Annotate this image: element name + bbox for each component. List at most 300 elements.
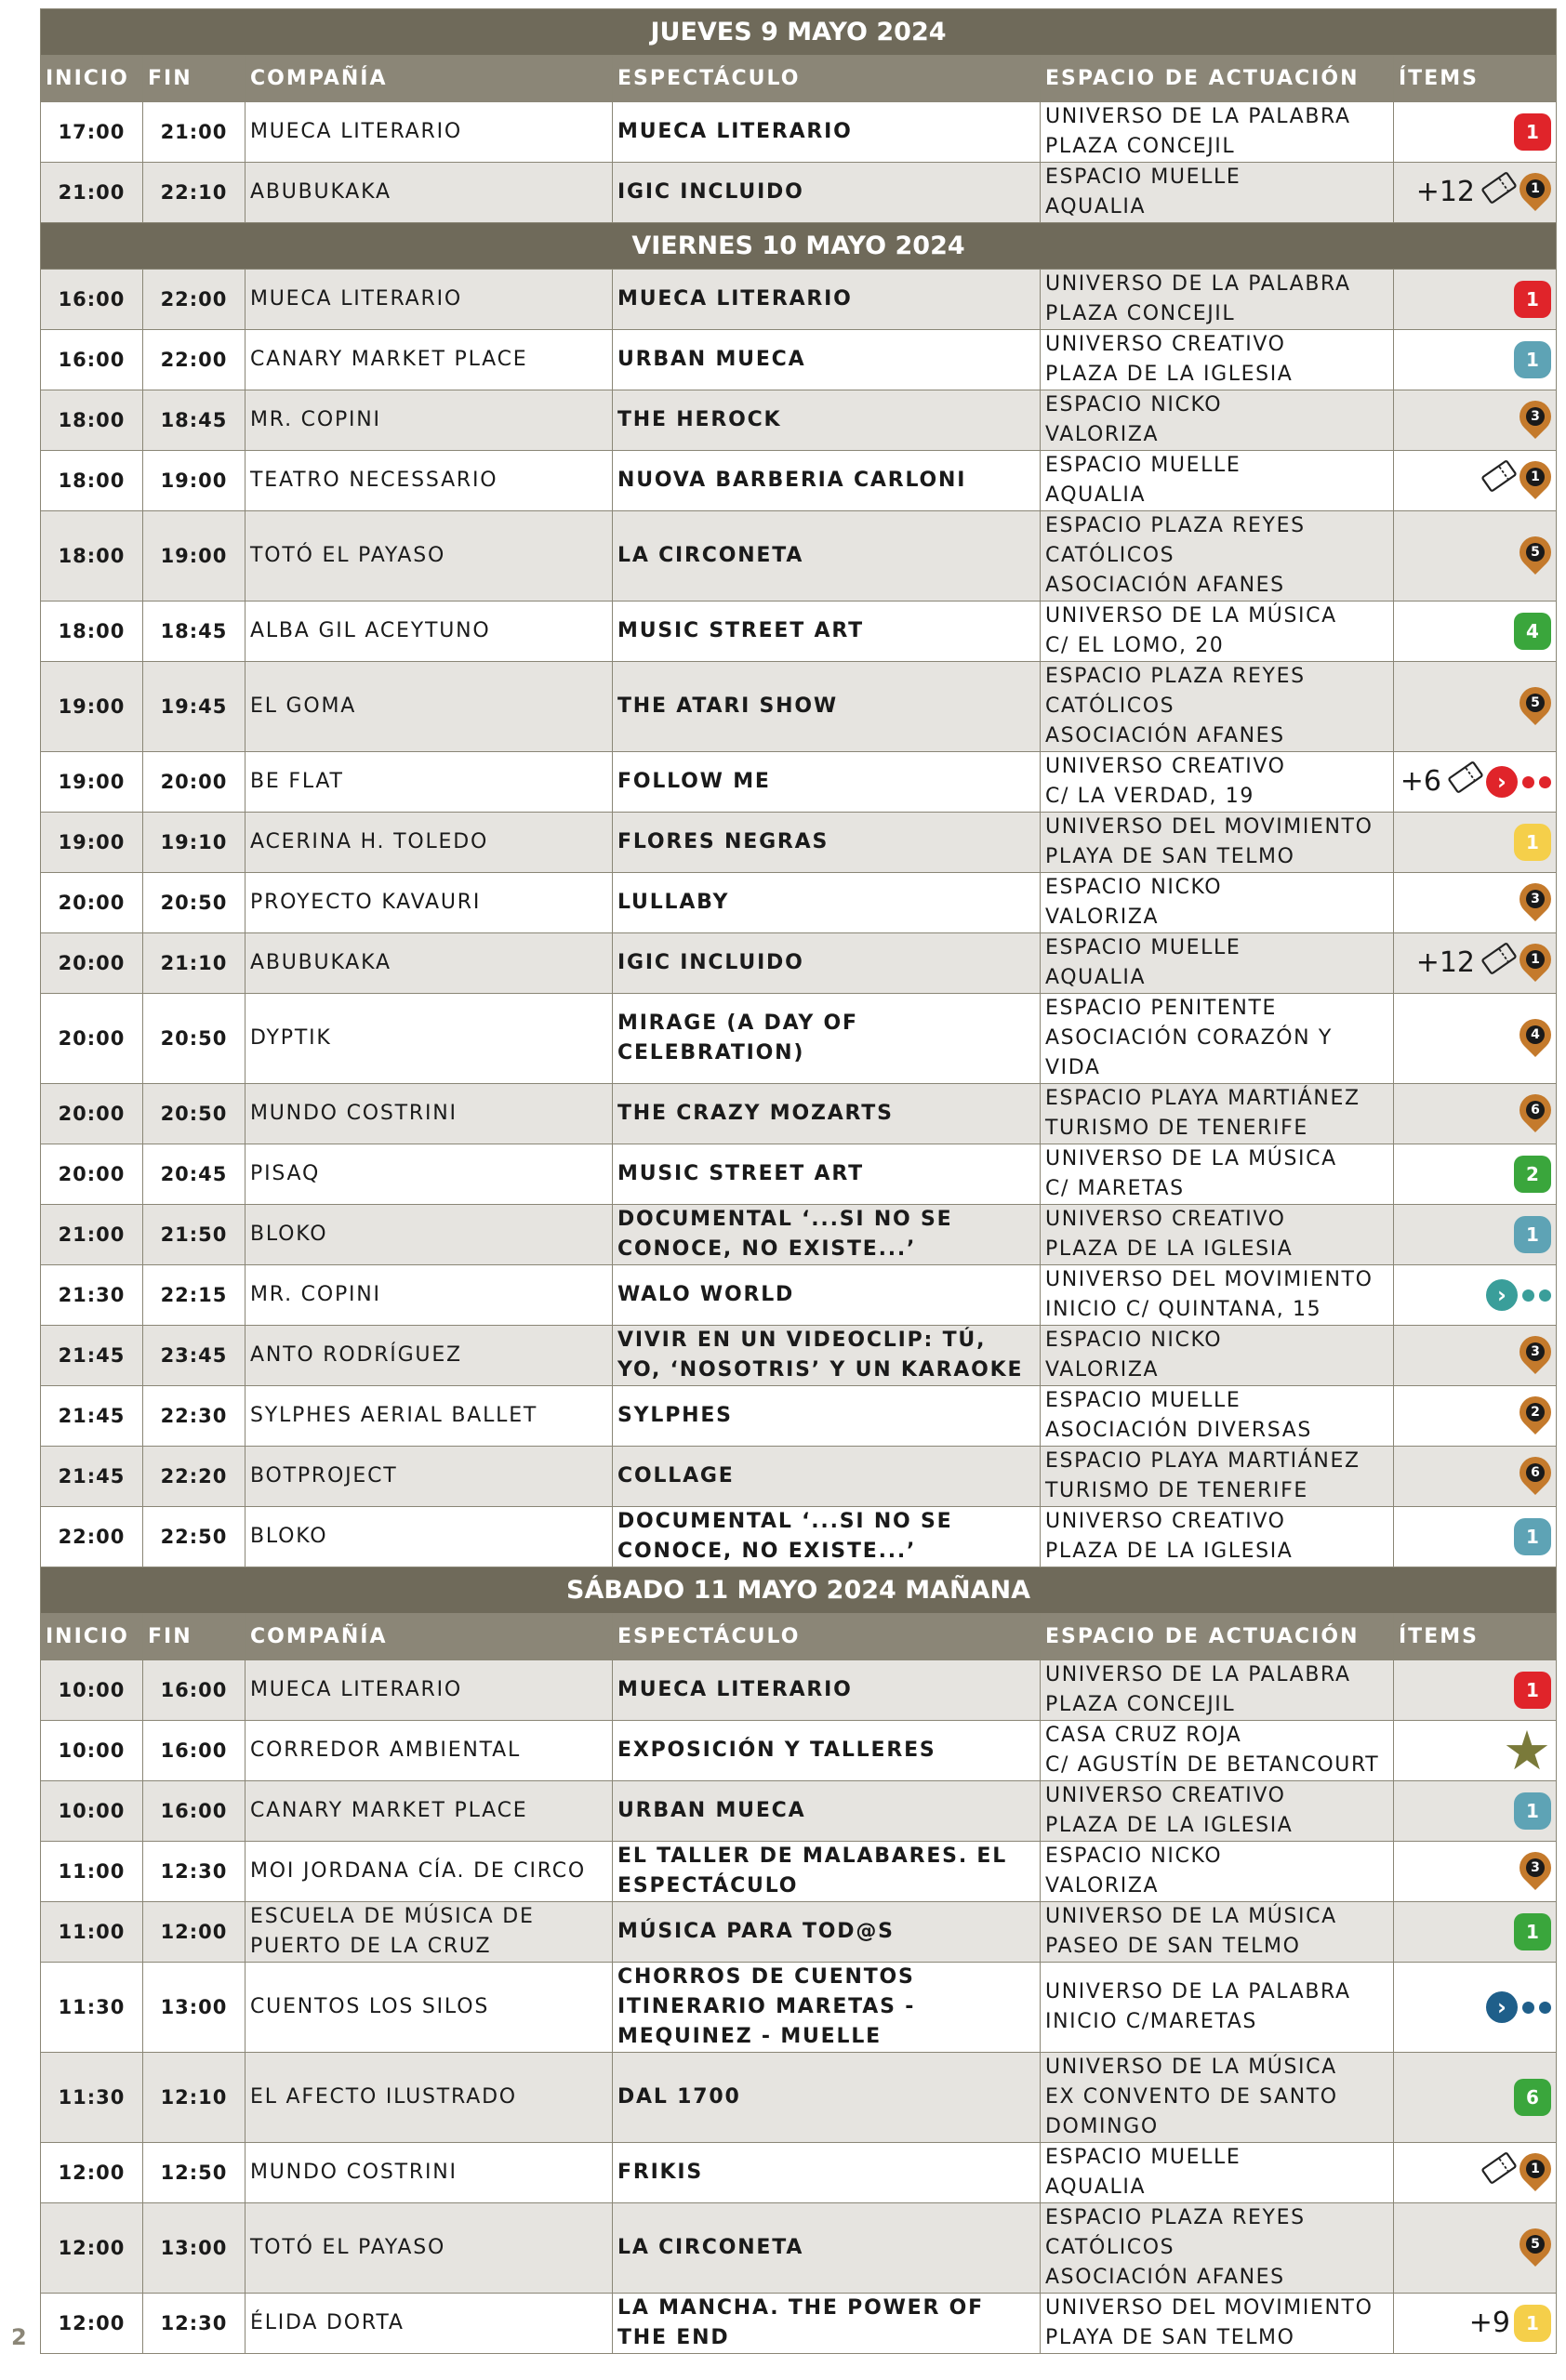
- items-cell: [1394, 2203, 1557, 2294]
- start-time: 16:00: [41, 330, 143, 390]
- venue-cell: [1041, 662, 1394, 752]
- company-name: MUNDO COSTRINI: [246, 2143, 613, 2203]
- location-pin-icon: [1513, 1012, 1557, 1057]
- end-time: 12:50: [143, 2143, 246, 2203]
- location-pin-icon: [1513, 2222, 1557, 2267]
- show-title: EL TALLER DE MALABARES. EL ESPECTÁCULO: [613, 1842, 1041, 1902]
- end-time: 18:45: [143, 602, 246, 662]
- end-time: 16:00: [143, 1721, 246, 1781]
- location-pin-icon: [1513, 1845, 1557, 1890]
- items-cell: [1394, 163, 1557, 223]
- event-row: [41, 390, 1557, 451]
- venue-name: UNIVERSO DEL MOVIMIENTO: [1045, 1268, 1374, 1291]
- end-time: 13:00: [143, 1963, 246, 2053]
- items-cell: [1394, 1265, 1557, 1326]
- items-cell: [1394, 602, 1557, 662]
- end-time: 12:30: [143, 2294, 246, 2354]
- end-time: 19:10: [143, 813, 246, 873]
- end-time: 19:00: [143, 511, 246, 602]
- venue-cell: [1041, 1326, 1394, 1386]
- venue-cell: [1041, 873, 1394, 933]
- items-cell: [1394, 1386, 1557, 1447]
- start-time: 12:00: [41, 2203, 143, 2294]
- hexagon-badge-icon: 1: [1514, 1792, 1551, 1830]
- end-time: 20:45: [143, 1144, 246, 1205]
- route-dot-icon: [1539, 2002, 1551, 2014]
- company-name: DYPTIK: [246, 994, 613, 1084]
- itinerary-route-icon: [1486, 766, 1551, 798]
- show-title: LA CIRCONETA: [613, 2203, 1041, 2294]
- end-time: 22:00: [143, 330, 246, 390]
- venue-cell: [1041, 1842, 1394, 1902]
- venue-sponsor: ASOCIACIÓN AFANES: [1045, 724, 1285, 747]
- show-title: DOCUMENTAL ‘...SI NO SE CONOCE, NO EXISTE...’: [613, 1507, 1041, 1567]
- extra-count: +9: [1468, 2307, 1510, 2339]
- end-time: 12:30: [143, 1842, 246, 1902]
- event-row: [41, 933, 1557, 994]
- header-end: FIN: [143, 1614, 246, 1660]
- company-name: MR. COPINI: [246, 1265, 613, 1326]
- end-time: 12:00: [143, 1902, 246, 1963]
- venue-name: UNIVERSO CREATIVO: [1045, 1784, 1286, 1807]
- extra-count: +6: [1400, 765, 1441, 798]
- show-title: COLLAGE: [613, 1447, 1041, 1507]
- show-title: MUSIC STREET ART: [613, 1144, 1041, 1205]
- venue-cell: [1041, 451, 1394, 511]
- pin-number: 3: [1526, 407, 1545, 426]
- venue-cell: [1041, 602, 1394, 662]
- day-title: VIERNES 10 MAYO 2024: [41, 223, 1557, 270]
- header-show: ESPECTÁCULO: [613, 1614, 1041, 1660]
- pin-number: 1: [1526, 468, 1545, 486]
- items-cell: [1394, 270, 1557, 330]
- location-pin-icon: [1513, 1390, 1557, 1435]
- venue-name: UNIVERSO DE LA PALABRA: [1045, 272, 1351, 296]
- venue-name: ESPACIO PLAYA MARTIÁNEZ: [1045, 1449, 1360, 1473]
- venue-sponsor: VALORIZA: [1045, 423, 1160, 446]
- venue-sponsor: PLAZA DE LA IGLESIA: [1045, 363, 1294, 386]
- company-name: MOI JORDANA CÍA. DE CIRCO: [246, 1842, 613, 1902]
- start-time: 10:00: [41, 1660, 143, 1721]
- event-row: [41, 270, 1557, 330]
- event-row: [41, 1781, 1557, 1842]
- venue-sponsor: VALORIZA: [1045, 906, 1160, 929]
- start-time: 20:00: [41, 994, 143, 1084]
- venue-sponsor: AQUALIA: [1045, 966, 1147, 989]
- company-name: ÉLIDA DORTA: [246, 2294, 613, 2354]
- end-time: 22:15: [143, 1265, 246, 1326]
- event-row: [41, 2143, 1557, 2203]
- venue-sponsor: TURISMO DE TENERIFE: [1045, 1117, 1308, 1140]
- show-title: WALO WORLD: [613, 1265, 1041, 1326]
- start-time: 16:00: [41, 270, 143, 330]
- company-name: CUENTOS LOS SILOS: [246, 1963, 613, 2053]
- company-name: BOTPROJECT: [246, 1447, 613, 1507]
- event-row: [41, 662, 1557, 752]
- extra-count: +12: [1415, 176, 1475, 208]
- hexagon-badge-icon: 1: [1514, 1518, 1551, 1555]
- venue-sponsor: PLAZA CONCEJIL: [1045, 135, 1236, 158]
- venue-sponsor: EX CONVENTO DE SANTO DOMINGO: [1045, 2085, 1338, 2138]
- show-title: EXPOSICIÓN Y TALLERES: [613, 1721, 1041, 1781]
- start-time: 10:00: [41, 1781, 143, 1842]
- event-row: [41, 602, 1557, 662]
- venue-name: UNIVERSO DE LA MÚSICA: [1045, 1905, 1337, 1928]
- venue-cell: [1041, 1144, 1394, 1205]
- venue-cell: [1041, 270, 1394, 330]
- company-name: MUECA LITERARIO: [246, 1660, 613, 1721]
- venue-cell: [1041, 1205, 1394, 1265]
- end-time: 22:50: [143, 1507, 246, 1567]
- show-title: MUECA LITERARIO: [613, 1660, 1041, 1721]
- location-pin-icon: [1513, 1450, 1557, 1495]
- venue-sponsor: ASOCIACIÓN CORAZÓN Y VIDA: [1045, 1026, 1333, 1079]
- venue-sponsor: INICIO C/ QUINTANA, 15: [1045, 1298, 1322, 1321]
- venue-cell: [1041, 163, 1394, 223]
- route-dot-icon: [1539, 776, 1551, 788]
- items-cell: [1394, 1902, 1557, 1963]
- end-time: 20:50: [143, 994, 246, 1084]
- show-title: LA MANCHA. THE POWER OF THE END: [613, 2294, 1041, 2354]
- header-company: COMPAÑÍA: [246, 1614, 613, 1660]
- show-title: LULLABY: [613, 873, 1041, 933]
- show-title: VIVIR EN UN VIDEOCLIP: TÚ, YO, ‘NOSOTRIS’ Y UN KARAOKE: [613, 1326, 1041, 1386]
- items-cell: [1394, 330, 1557, 390]
- venue-name: ESPACIO PLAYA MARTIÁNEZ: [1045, 1087, 1360, 1110]
- start-time: 19:00: [41, 813, 143, 873]
- event-row: [41, 1205, 1557, 1265]
- start-time: 18:00: [41, 602, 143, 662]
- venue-name: UNIVERSO CREATIVO: [1045, 333, 1286, 356]
- venue-cell: [1041, 1781, 1394, 1842]
- start-time: 21:00: [41, 1205, 143, 1265]
- location-pin-icon: [1513, 681, 1557, 725]
- items-cell: [1394, 1144, 1557, 1205]
- venue-cell: [1041, 2143, 1394, 2203]
- ticket-icon: [1479, 938, 1520, 988]
- venue-name: ESPACIO MUELLE: [1045, 454, 1241, 477]
- pin-number: 2: [1526, 1403, 1545, 1421]
- header-venue: ESPACIO DE ACTUACIÓN: [1041, 56, 1394, 102]
- venue-cell: [1041, 1507, 1394, 1567]
- end-time: 20:50: [143, 1084, 246, 1144]
- schedule-table: [40, 8, 1557, 2354]
- start-time: 12:00: [41, 2294, 143, 2354]
- venue-name: UNIVERSO CREATIVO: [1045, 1208, 1286, 1231]
- company-name: MUECA LITERARIO: [246, 102, 613, 163]
- venue-sponsor: VALORIZA: [1045, 1358, 1160, 1382]
- event-row: [41, 1386, 1557, 1447]
- start-time: 12:00: [41, 2143, 143, 2203]
- venue-name: UNIVERSO CREATIVO: [1045, 755, 1286, 778]
- pin-number: 1: [1526, 2160, 1545, 2178]
- company-name: MUECA LITERARIO: [246, 270, 613, 330]
- items-cell: [1394, 752, 1557, 813]
- end-time: 22:20: [143, 1447, 246, 1507]
- event-row: [41, 2294, 1557, 2354]
- event-row: [41, 1963, 1557, 2053]
- venue-sponsor: INICIO C/MARETAS: [1045, 2010, 1257, 2033]
- start-time: 11:30: [41, 1963, 143, 2053]
- company-name: ALBA GIL ACEYTUNO: [246, 602, 613, 662]
- pin-number: 3: [1526, 890, 1545, 908]
- venue-sponsor: TURISMO DE TENERIFE: [1045, 1479, 1308, 1502]
- items-cell: [1394, 2294, 1557, 2354]
- octagon-badge-icon: 2: [1514, 1156, 1551, 1193]
- venue-cell: [1041, 813, 1394, 873]
- company-name: BE FLAT: [246, 752, 613, 813]
- start-time: 21:45: [41, 1447, 143, 1507]
- column-header-row: [41, 1614, 1557, 1660]
- venue-name: ESPACIO MUELLE: [1045, 165, 1241, 189]
- items-cell: [1394, 102, 1557, 163]
- pin-number: 6: [1526, 1463, 1545, 1482]
- venue-name: ESPACIO PENITENTE: [1045, 997, 1277, 1020]
- show-title: MUECA LITERARIO: [613, 270, 1041, 330]
- hexagon-badge-icon: 1: [1514, 2305, 1551, 2342]
- company-name: BLOKO: [246, 1507, 613, 1567]
- end-time: 13:00: [143, 2203, 246, 2294]
- venue-name: UNIVERSO DE LA MÚSICA: [1045, 604, 1337, 628]
- route-arrow-icon: ›: [1486, 1279, 1518, 1311]
- route-arrow-icon: ›: [1486, 766, 1518, 798]
- venue-sponsor: VALORIZA: [1045, 1874, 1160, 1897]
- items-cell: [1394, 1781, 1557, 1842]
- ticket-icon: [1479, 2148, 1520, 2198]
- event-row: [41, 1842, 1557, 1902]
- company-name: TOTÓ EL PAYASO: [246, 511, 613, 602]
- show-title: LA CIRCONETA: [613, 511, 1041, 602]
- venue-name: ESPACIO PLAZA REYES CATÓLICOS: [1045, 2206, 1306, 2259]
- venue-sponsor: PLAZA DE LA IGLESIA: [1045, 1237, 1294, 1261]
- venue-name: ESPACIO MUELLE: [1045, 936, 1241, 959]
- venue-sponsor: PLAZA CONCEJIL: [1045, 302, 1236, 325]
- company-name: ABUBUKAKA: [246, 163, 613, 223]
- start-time: 20:00: [41, 933, 143, 994]
- company-name: EL GOMA: [246, 662, 613, 752]
- venue-name: ESPACIO MUELLE: [1045, 2146, 1241, 2169]
- header-show: ESPECTÁCULO: [613, 56, 1041, 102]
- show-title: URBAN MUECA: [613, 330, 1041, 390]
- show-title: FLORES NEGRAS: [613, 813, 1041, 873]
- pin-number: 5: [1526, 2235, 1545, 2254]
- ticket-icon: [1479, 167, 1520, 218]
- start-time: 20:00: [41, 1144, 143, 1205]
- venue-cell: [1041, 933, 1394, 994]
- end-time: 18:45: [143, 390, 246, 451]
- show-title: MUSIC STREET ART: [613, 602, 1041, 662]
- venue-name: ESPACIO NICKO: [1045, 1329, 1223, 1352]
- start-time: 21:30: [41, 1265, 143, 1326]
- end-time: 23:45: [143, 1326, 246, 1386]
- start-time: 21:45: [41, 1326, 143, 1386]
- venue-cell: [1041, 1721, 1394, 1781]
- company-name: MR. COPINI: [246, 390, 613, 451]
- venue-sponsor: C/ EL LOMO, 20: [1045, 634, 1225, 657]
- hexagon-badge-icon: 1: [1514, 824, 1551, 861]
- event-row: [41, 1721, 1557, 1781]
- header-end: FIN: [143, 56, 246, 102]
- location-pin-icon: [1513, 1088, 1557, 1132]
- location-pin-icon: [1513, 877, 1557, 921]
- items-cell: [1394, 1205, 1557, 1265]
- venue-sponsor: ASOCIACIÓN AFANES: [1045, 2266, 1285, 2289]
- page-number: 2: [11, 2324, 27, 2350]
- show-title: DAL 1700: [613, 2053, 1041, 2143]
- end-time: 20:00: [143, 752, 246, 813]
- venue-name: UNIVERSO DE LA PALABRA: [1045, 1663, 1351, 1686]
- start-time: 19:00: [41, 752, 143, 813]
- venue-sponsor: AQUALIA: [1045, 2175, 1147, 2199]
- event-row: [41, 2203, 1557, 2294]
- header-items: ÍTEMS: [1394, 56, 1557, 102]
- end-time: 21:00: [143, 102, 246, 163]
- start-time: 21:00: [41, 163, 143, 223]
- show-title: THE ATARI SHOW: [613, 662, 1041, 752]
- event-row: [41, 102, 1557, 163]
- day-title: SÁBADO 11 MAYO 2024 MAÑANA: [41, 1567, 1557, 1614]
- event-row: [41, 994, 1557, 1084]
- venue-sponsor: C/ MARETAS: [1045, 1177, 1185, 1200]
- items-cell: [1394, 1084, 1557, 1144]
- star-icon: ★: [1503, 1720, 1551, 1781]
- venue-cell: [1041, 330, 1394, 390]
- start-time: 20:00: [41, 873, 143, 933]
- column-header-row: [41, 56, 1557, 102]
- items-cell: [1394, 511, 1557, 602]
- items-cell: [1394, 662, 1557, 752]
- route-dot-icon: [1522, 776, 1534, 788]
- day-header: [41, 1567, 1557, 1614]
- end-time: 19:00: [143, 451, 246, 511]
- start-time: 22:00: [41, 1507, 143, 1567]
- items-cell: [1394, 1326, 1557, 1386]
- company-name: PROYECTO KAVAURI: [246, 873, 613, 933]
- itinerary-route-icon: [1486, 1991, 1551, 2023]
- venue-name: ESPACIO NICKO: [1045, 393, 1223, 416]
- items-cell: [1394, 451, 1557, 511]
- event-row: [41, 511, 1557, 602]
- items-cell: [1394, 1963, 1557, 2053]
- venue-cell: [1041, 1084, 1394, 1144]
- company-name: ACERINA H. TOLEDO: [246, 813, 613, 873]
- venue-name: ESPACIO PLAZA REYES CATÓLICOS: [1045, 514, 1306, 567]
- start-time: 19:00: [41, 662, 143, 752]
- venue-name: UNIVERSO DEL MOVIMIENTO: [1045, 2296, 1374, 2320]
- venue-cell: [1041, 1660, 1394, 1721]
- venue-cell: [1041, 752, 1394, 813]
- show-title: MIRAGE (A DAY OF CELEBRATION): [613, 994, 1041, 1084]
- show-title: DOCUMENTAL ‘...SI NO SE CONOCE, NO EXISTE...’: [613, 1205, 1041, 1265]
- pin-number: 5: [1526, 694, 1545, 712]
- venue-sponsor: AQUALIA: [1045, 195, 1147, 218]
- items-cell: [1394, 933, 1557, 994]
- show-title: MÚSICA PARA TOD@S: [613, 1902, 1041, 1963]
- event-row: [41, 1660, 1557, 1721]
- items-cell: [1394, 1447, 1557, 1507]
- company-name: MUNDO COSTRINI: [246, 1084, 613, 1144]
- header-items: ÍTEMS: [1394, 1614, 1557, 1660]
- venue-sponsor: PLAZA DE LA IGLESIA: [1045, 1814, 1294, 1837]
- venue-sponsor: PLAYA DE SAN TELMO: [1045, 2326, 1295, 2349]
- day-title: JUEVES 9 MAYO 2024: [41, 9, 1557, 56]
- venue-cell: [1041, 1265, 1394, 1326]
- end-time: 16:00: [143, 1781, 246, 1842]
- company-name: CORREDOR AMBIENTAL: [246, 1721, 613, 1781]
- venue-cell: [1041, 994, 1394, 1084]
- items-cell: [1394, 813, 1557, 873]
- venue-name: UNIVERSO DE LA MÚSICA: [1045, 2056, 1337, 2079]
- items-cell: [1394, 873, 1557, 933]
- start-time: 20:00: [41, 1084, 143, 1144]
- venue-sponsor: C/ AGUSTÍN DE BETANCOURT: [1045, 1753, 1380, 1777]
- schedule-body: [41, 9, 1557, 2354]
- octagon-badge-icon: 1: [1514, 113, 1551, 151]
- items-cell: [1394, 2053, 1557, 2143]
- company-name: CANARY MARKET PLACE: [246, 1781, 613, 1842]
- pin-number: 4: [1526, 1025, 1545, 1044]
- route-dot-icon: [1539, 1289, 1551, 1302]
- end-time: 21:50: [143, 1205, 246, 1265]
- venue-name: ESPACIO NICKO: [1045, 1844, 1223, 1868]
- event-row: [41, 1265, 1557, 1326]
- event-row: [41, 1902, 1557, 1963]
- route-arrow-icon: ›: [1486, 1991, 1518, 2023]
- venue-sponsor: PLAZA DE LA IGLESIA: [1045, 1540, 1294, 1563]
- hexagon-badge-icon: 1: [1514, 341, 1551, 378]
- venue-name: UNIVERSO DE LA PALABRA: [1045, 1980, 1351, 2003]
- venue-cell: [1041, 102, 1394, 163]
- show-title: URBAN MUECA: [613, 1781, 1041, 1842]
- start-time: 21:45: [41, 1386, 143, 1447]
- venue-name: ESPACIO MUELLE: [1045, 1389, 1241, 1412]
- octagon-badge-icon: 1: [1514, 281, 1551, 318]
- company-name: TOTÓ EL PAYASO: [246, 2203, 613, 2294]
- pin-number: 5: [1526, 543, 1545, 562]
- event-row: [41, 813, 1557, 873]
- show-title: CHORROS DE CUENTOS ITINERARIO MARETAS - MEQUINEZ - MUELLE: [613, 1963, 1041, 2053]
- venue-cell: [1041, 1386, 1394, 1447]
- header-venue: ESPACIO DE ACTUACIÓN: [1041, 1614, 1394, 1660]
- end-time: 12:10: [143, 2053, 246, 2143]
- start-time: 11:30: [41, 2053, 143, 2143]
- venue-sponsor: C/ LA VERDAD, 19: [1045, 785, 1254, 808]
- venue-sponsor: PLAZA CONCEJIL: [1045, 1693, 1236, 1716]
- route-dot-icon: [1522, 1289, 1534, 1302]
- end-time: 16:00: [143, 1660, 246, 1721]
- start-time: 17:00: [41, 102, 143, 163]
- location-pin-icon: [1513, 394, 1557, 439]
- start-time: 11:00: [41, 1842, 143, 1902]
- items-cell: [1394, 2143, 1557, 2203]
- venue-cell: [1041, 1902, 1394, 1963]
- items-cell: [1394, 1660, 1557, 1721]
- pin-number: 1: [1526, 950, 1545, 969]
- octagon-badge-icon: 1: [1514, 1913, 1551, 1950]
- event-row: [41, 163, 1557, 223]
- start-time: 10:00: [41, 1721, 143, 1781]
- octagon-badge-icon: 1: [1514, 1672, 1551, 1709]
- show-title: SYLPHES: [613, 1386, 1041, 1447]
- pin-number: 6: [1526, 1101, 1545, 1119]
- event-row: [41, 1447, 1557, 1507]
- show-title: THE HEROCK: [613, 390, 1041, 451]
- end-time: 21:10: [143, 933, 246, 994]
- start-time: 18:00: [41, 511, 143, 602]
- venue-name: UNIVERSO DEL MOVIMIENTO: [1045, 815, 1374, 839]
- company-name: EL AFECTO ILUSTRADO: [246, 2053, 613, 2143]
- venue-cell: [1041, 511, 1394, 602]
